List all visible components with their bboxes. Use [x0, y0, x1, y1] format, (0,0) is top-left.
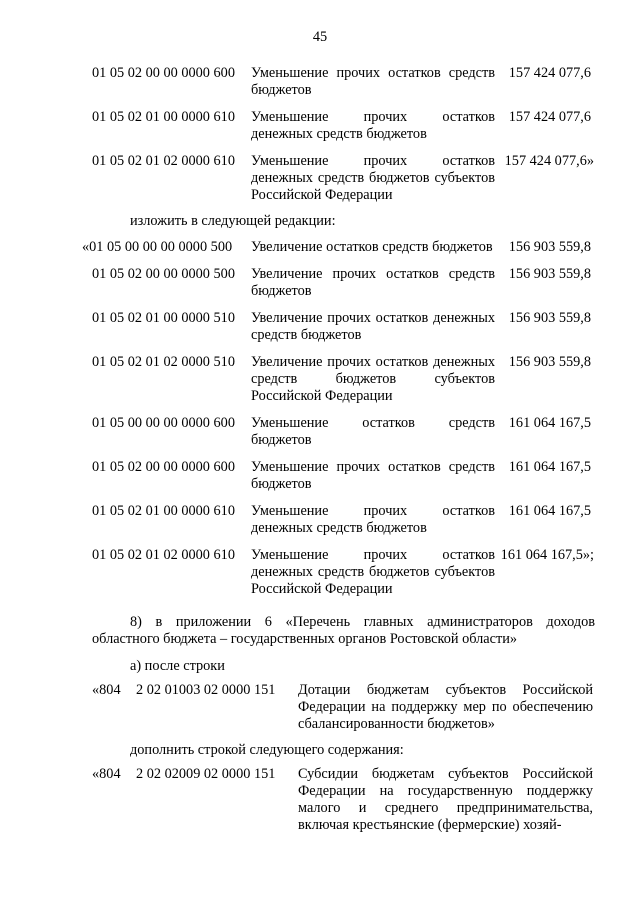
row-amount: 156 903 559,8: [508, 266, 591, 282]
row-description: Увеличение прочих остатков денежных средств бюджетов субъектов Российской Федерации: [251, 354, 495, 404]
table-row: [0, 310, 640, 344]
row-description: Уменьшение прочих остатков денежных средств бюджетов: [251, 503, 495, 536]
budget-code: 01 05 02 01 02 0000 610: [92, 547, 235, 563]
row-description: Увеличение прочих остатков средств бюджетов: [251, 266, 495, 299]
budget-code: 01 05 02 00 00 0000 600: [92, 65, 235, 81]
budget-code: 01 05 02 00 00 0000 500: [92, 266, 235, 282]
item-a-paragraph: а) после строки: [130, 658, 225, 674]
table-row: [0, 503, 640, 537]
table-row: [0, 354, 640, 405]
budget-code: «01 05 00 00 00 0000 500: [82, 239, 233, 255]
row-amount: 156 903 559,8: [508, 239, 591, 255]
row-description: Уменьшение прочих остатков денежных средств бюджетов: [251, 109, 495, 142]
table-row: [0, 547, 640, 598]
sources-table-after: [0, 239, 640, 608]
row-amount: 157 424 077,6: [508, 65, 591, 81]
table-row: [0, 109, 640, 143]
budget-code: 01 05 02 00 00 0000 600: [92, 459, 235, 475]
admin-code: «804: [92, 682, 121, 698]
row-amount: 161 064 167,5: [508, 503, 591, 519]
revenue-code: 2 02 01003 02 0000 151: [136, 682, 276, 698]
revenue-description: Дотации бюджетам субъектов Российской Федерации на поддержку мер по обеспечению сбалансированности бюджетов»: [298, 682, 593, 732]
budget-code: 01 05 02 01 02 0000 610: [92, 153, 235, 169]
revenue-code: 2 02 02009 02 0000 151: [136, 766, 276, 782]
table-row: [0, 266, 640, 300]
row-description: Уменьшение прочих остатков средств бюджетов: [251, 65, 495, 98]
row-amount: 161 064 167,5»;: [500, 547, 594, 563]
table-row: [0, 153, 640, 204]
revenue-description: Субсидии бюджетам субъектов Российской Федерации на государственную поддержку малого и среднего предпринимательства, включая крестьянские (фермерские) хозяй-: [298, 766, 593, 833]
budget-code: 01 05 02 01 00 0000 510: [92, 310, 235, 326]
row-description: Увеличение остатков средств бюджетов: [251, 239, 493, 255]
table-row: [0, 65, 640, 99]
row-description: Уменьшение остатков средств бюджетов: [251, 415, 495, 448]
budget-code: 01 05 02 01 02 0000 510: [92, 354, 235, 370]
item-8-line-2: областного бюджета – государственных органов Ростовской области»: [92, 631, 518, 647]
table-row: [0, 459, 640, 493]
row-amount: 156 903 559,8: [508, 310, 591, 326]
budget-code: 01 05 02 01 00 0000 610: [92, 503, 235, 519]
row-description: Уменьшение прочих остатков денежных средств бюджетов субъектов Российской Федерации: [251, 547, 495, 597]
table-row: [0, 415, 640, 449]
row-amount: 161 064 167,5: [508, 459, 591, 475]
row-description: Уменьшение прочих остатков средств бюджетов: [251, 459, 495, 492]
row-amount: 161 064 167,5: [508, 415, 591, 431]
edit-instruction: изложить в следующей редакции:: [130, 213, 336, 229]
table-row: [0, 239, 640, 256]
item-8-paragraph: [92, 614, 595, 648]
item-8-line-1: 8) в приложении 6 «Перечень главных администраторов доходов: [130, 614, 595, 630]
budget-code: 01 05 00 00 00 0000 600: [92, 415, 235, 431]
add-instruction: дополнить строкой следующего содержания:: [130, 742, 404, 758]
row-amount: 156 903 559,8: [508, 354, 591, 370]
row-description: Уменьшение прочих остатков денежных средств бюджетов субъектов Российской Федерации: [251, 153, 495, 203]
row-amount: 157 424 077,6»: [504, 153, 594, 169]
page-number: 45: [312, 29, 328, 45]
admin-code: «804: [92, 766, 121, 782]
budget-code: 01 05 02 01 00 0000 610: [92, 109, 235, 125]
row-amount: 157 424 077,6: [508, 109, 591, 125]
row-description: Увеличение прочих остатков денежных средств бюджетов: [251, 310, 495, 343]
sources-table-before: [0, 65, 640, 214]
